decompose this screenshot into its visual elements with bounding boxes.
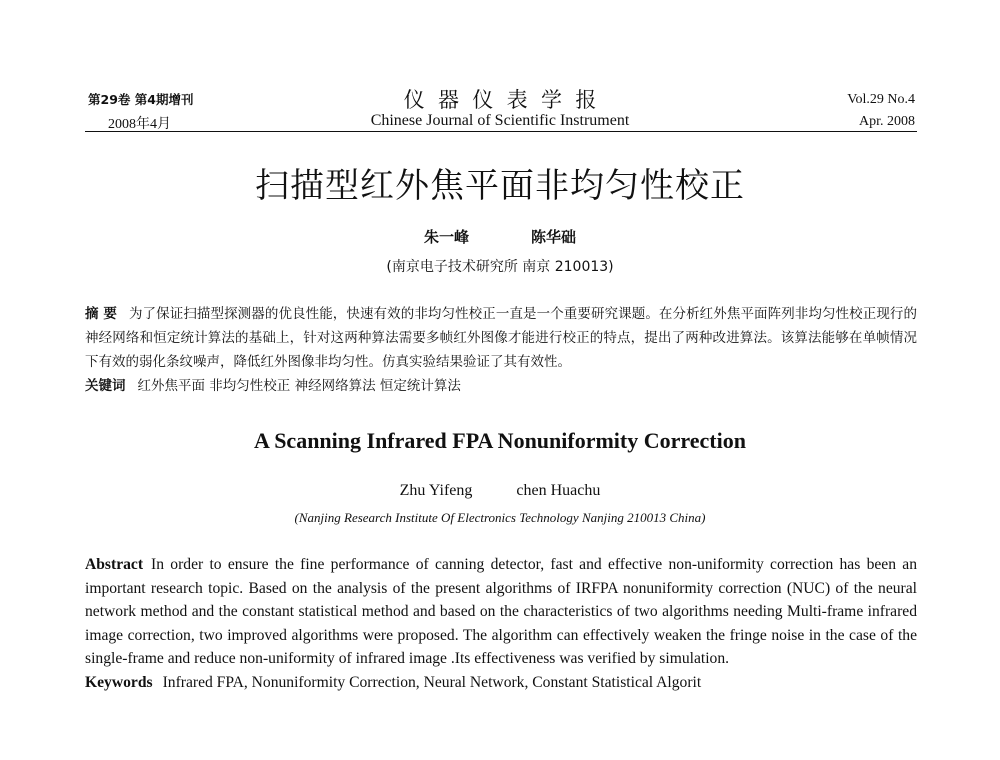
abstract-label-zh: 摘 要 <box>85 306 117 322</box>
issue-date: Apr. 2008 <box>859 114 915 129</box>
authors-zh <box>0 226 1000 247</box>
authors-en <box>0 482 1000 500</box>
volume-number: Vol.29 No.4 <box>847 92 915 107</box>
author-zh: 陈华础 <box>531 228 577 246</box>
keywords-label-en: Keywords <box>85 673 153 691</box>
journal-date-zh: 2008年4月 <box>108 117 171 132</box>
keywords-en: Infrared FPA, Nonuniformity Correction, Neural Network, Constant Statistical Algorit <box>162 673 702 691</box>
abstract-en <box>85 553 917 694</box>
title-zh: 扫描型红外焦平面非均匀性校正 <box>255 166 745 206</box>
header-rule <box>85 131 917 132</box>
abstract-zh <box>85 302 917 398</box>
author-en: Zhu Yifeng <box>399 482 473 499</box>
title-en: A Scanning Infrared FPA Nonuniformity Correction <box>254 428 746 453</box>
abstract-text-en: In order to ensure the fine performance of canning detector, fast and effective non-uniformity correction has been an important research topic. Based on the analysis of the present algorithms of IRFPA nonuniformity correction (NUC) of the neural network method and the constant statistical method and based on the characteristics of two algorithms needing Multi-frame infrared image correction, two improved algorithms were proposed. The algorithm can effectively weaken the fringe noise in the case of the single-frame and reduce non-uniformity of infrared image .Its effectiveness was verified by simulation. <box>85 556 917 667</box>
keywords-zh: 红外焦平面 非均匀性校正 神经网络算法 恒定统计算法 <box>137 378 461 394</box>
journal-name-en: Chinese Journal of Scientific Instrument <box>370 112 630 129</box>
abstract-text-zh: 为了保证扫描型探测器的优良性能，快速有效的非均匀性校正一直是一个重要研究课题。在分析红外焦平面阵列非均匀性校正现行的神经网络和恒定统计算法的基础上，针对这两种算法需要多帧红外图像才能进行校正的特点，提出了两种改进算法。该算法能够在单帧情况下有效的弱化条纹噪声，降低红外图像非均匀性。仿真实验结果验证了其有效性。 <box>85 306 917 370</box>
affiliation-en: (Nanjing Research Institute Of Electronics Technology Nanjing 210013 China) <box>294 510 706 525</box>
abstract-label-en: Abstract <box>85 556 144 573</box>
author-zh: 朱一峰 <box>423 228 469 246</box>
author-en: chen Huachu <box>516 482 601 499</box>
journal-name-zh: 仪 器 仪 表 学 报 <box>403 88 597 112</box>
keywords-label-zh: 关键词 <box>85 378 126 394</box>
journal-volume: 第29卷 第4期增刊 <box>88 92 194 107</box>
affiliation-zh: (南京电子技术研究所 南京 210013) <box>386 259 614 275</box>
